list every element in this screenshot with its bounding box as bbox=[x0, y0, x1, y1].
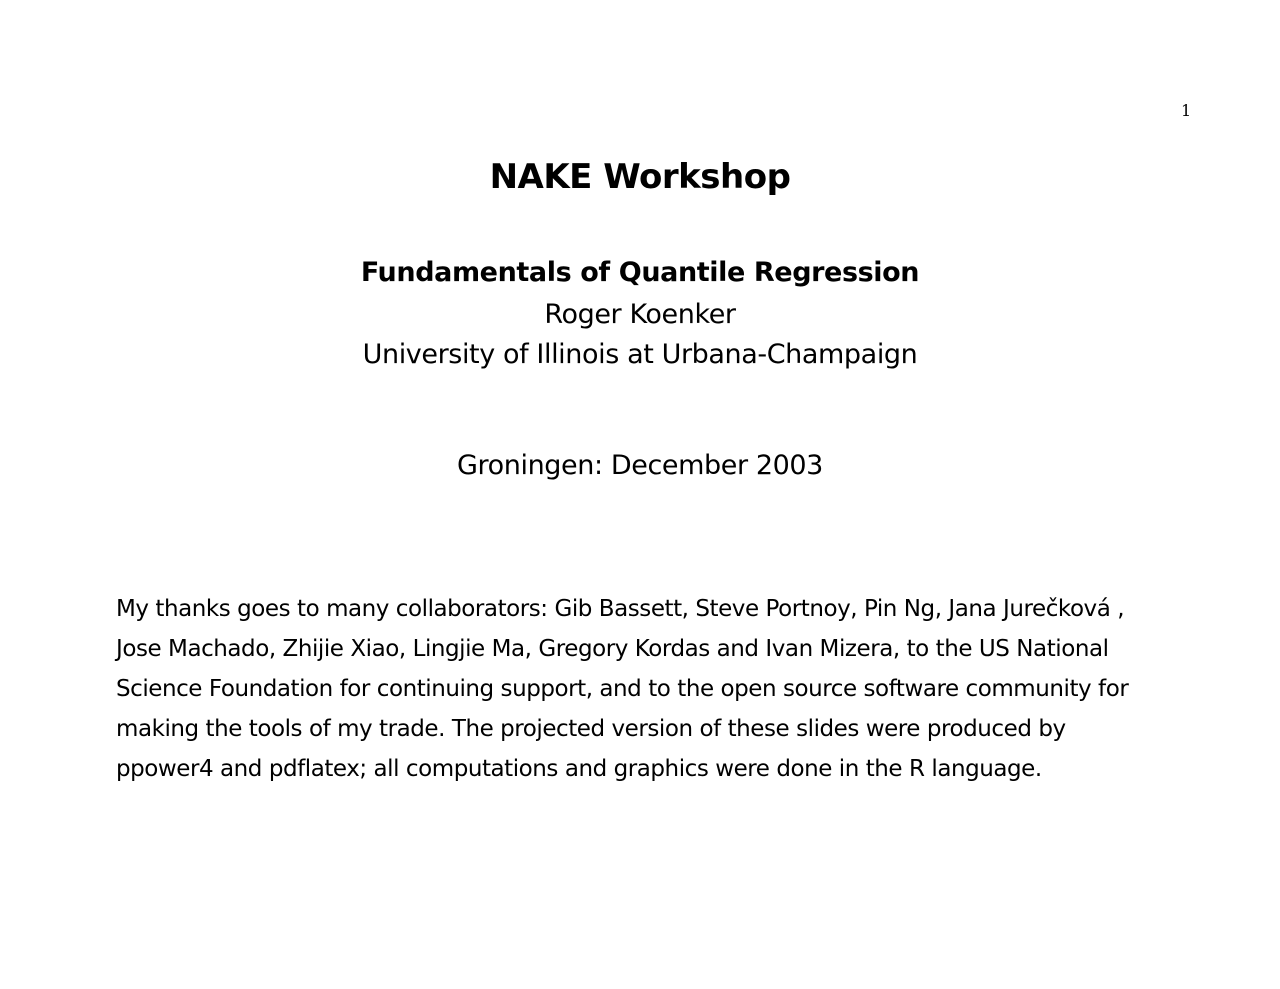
page-number: 1 bbox=[1181, 101, 1192, 120]
slide-title: NAKE Workshop bbox=[489, 156, 791, 197]
acknowledgement-paragraph: My thanks goes to many collaborators: Gib Bassett, Steve Portnoy, Pin Ng, Jana Jurečková , Jose Machado, Zhijie Xiao, Lingjie Ma, Gregory Kordas and Ivan Mizera, to the US National Science Foundation for continuing support, and to the open source software community for making the tools of my trade. The projected version of these slides were produced by ppower4 and pdflatex; all computations and graphics were done in the R language. bbox=[116, 596, 1129, 782]
slide-subtitle: Fundamentals of Quantile Regression bbox=[360, 257, 920, 289]
author-affiliation: University of Illinois at Urbana-Champaign bbox=[362, 339, 918, 370]
author-name: Roger Koenker bbox=[544, 299, 736, 330]
venue-date: Groningen: December 2003 bbox=[457, 450, 823, 481]
